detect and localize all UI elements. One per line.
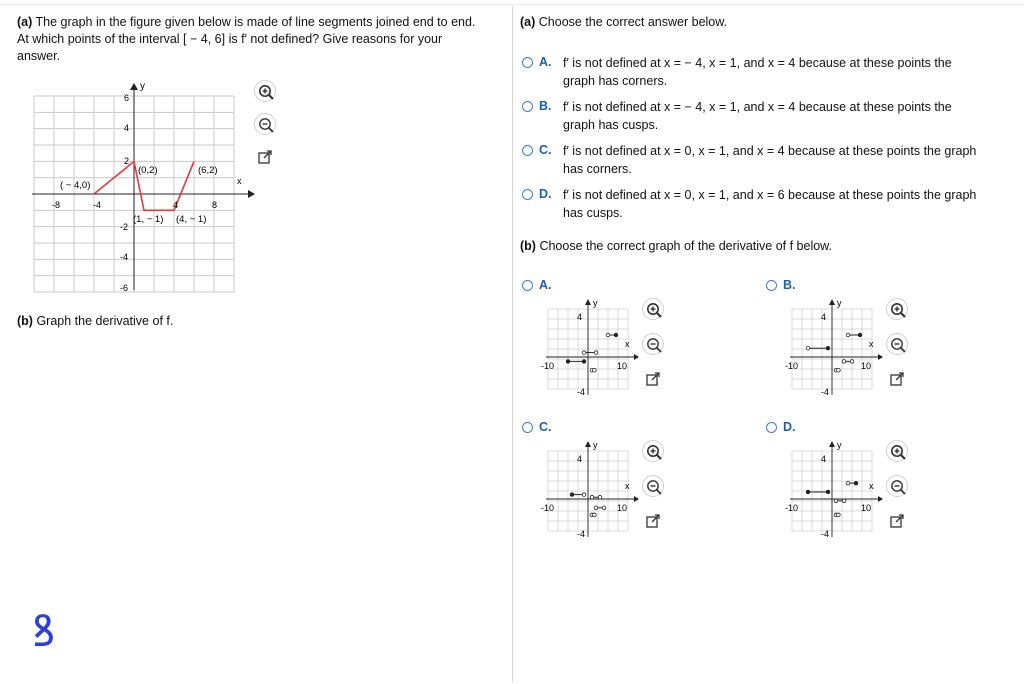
- x-tick-10: 10: [861, 361, 872, 371]
- graph-option-b[interactable]: [764, 277, 994, 407]
- segment-endpoint: [593, 513, 597, 517]
- part-a-line2: At which points of the interval [ − 4, 6] is f′ not defined? Give reasons for your: [17, 32, 443, 46]
- part-a-line3: answer.: [17, 49, 61, 63]
- x-tick-10: 10: [617, 503, 628, 513]
- zoom-out-icon[interactable]: [254, 113, 276, 135]
- right-part-b-label: (b): [520, 239, 536, 253]
- x-tick-10: 10: [617, 361, 628, 371]
- x-axis-arrow: [878, 496, 883, 502]
- segment-endpoint: [606, 333, 610, 337]
- radio-option-b[interactable]: [522, 101, 533, 112]
- y-tick-m4: -4: [821, 529, 830, 539]
- segment-endpoint: [594, 506, 598, 510]
- x-axis-label: x: [869, 481, 874, 491]
- radio-option-a[interactable]: [522, 57, 533, 68]
- radio-graph-option[interactable]: [522, 280, 533, 291]
- segment-endpoint: [806, 346, 810, 350]
- zoom-in-icon[interactable]: [642, 440, 664, 462]
- y-tick-4: 4: [124, 123, 130, 133]
- y-tick-m6: -6: [120, 283, 129, 293]
- segment-endpoint: [806, 490, 810, 494]
- top-border: [0, 4, 1024, 5]
- y-tick-2: 2: [124, 156, 130, 166]
- segment-endpoint: [602, 506, 606, 510]
- zoom-out-icon[interactable]: [642, 333, 664, 355]
- zoom-in-icon[interactable]: [254, 80, 276, 102]
- y-tick-4: 4: [821, 312, 827, 322]
- segment-endpoint: [582, 360, 586, 364]
- segment-endpoint: [582, 351, 586, 355]
- derivative-graph: [538, 295, 648, 415]
- right-part-a-label: (a): [520, 15, 536, 29]
- segment-endpoint: [858, 333, 862, 337]
- option-c-line2: has corners.: [563, 161, 632, 176]
- function-graph: [30, 80, 260, 295]
- point-label-3: (1, − 1): [133, 214, 164, 225]
- segment-endpoint: [842, 499, 846, 503]
- x-axis-arrow: [634, 496, 639, 502]
- y-axis-arrow: [130, 83, 138, 90]
- graph-option-d[interactable]: [764, 419, 994, 549]
- segment-endpoint: [842, 360, 846, 364]
- x-axis-label: x: [625, 481, 630, 491]
- popout-icon[interactable]: [886, 368, 908, 390]
- panel-divider: [512, 6, 513, 682]
- derivative-graph: [538, 437, 648, 557]
- graph-option-a[interactable]: [520, 277, 750, 407]
- y-tick-m4: -4: [577, 529, 586, 539]
- y-tick-4: 4: [577, 312, 583, 322]
- part-b-label: (b): [17, 314, 33, 328]
- option-b-text: [563, 99, 1003, 134]
- popout-icon[interactable]: [254, 146, 276, 168]
- y-tick-4: 4: [577, 454, 583, 464]
- x-tick-m10: -10: [541, 361, 555, 371]
- option-c-line1: f′ is not defined at x = 0, x = 1, and x = 4 because at these points the graph: [563, 144, 977, 158]
- y-tick-m4: -4: [821, 387, 830, 397]
- y-axis-label: y: [837, 440, 842, 450]
- segment-endpoint: [582, 493, 586, 497]
- point-label-1: ( − 4,0): [60, 180, 91, 191]
- y-tick-m4: -4: [577, 387, 586, 397]
- y-tick-m4: -4: [120, 252, 129, 262]
- x-tick-m4: -4: [93, 200, 102, 210]
- zoom-out-icon[interactable]: [642, 475, 664, 497]
- y-tick-m2: -2: [120, 222, 129, 232]
- popout-icon[interactable]: [886, 510, 908, 532]
- x-tick-m10: -10: [785, 361, 799, 371]
- x-tick-4: 4: [173, 200, 179, 210]
- option-d-text: [563, 187, 1003, 222]
- x-axis-arrow: [634, 354, 639, 360]
- y-axis-label: y: [593, 440, 598, 450]
- x-tick-10: 10: [861, 503, 872, 513]
- radio-graph-option[interactable]: [766, 280, 777, 291]
- radio-option-c[interactable]: [522, 145, 533, 156]
- graph-option-letter: B.: [783, 278, 796, 292]
- y-axis-label: y: [593, 298, 598, 308]
- x-axis-label: x: [237, 176, 242, 186]
- popout-icon[interactable]: [642, 510, 664, 532]
- right-part-a-text: Choose the correct answer below.: [538, 15, 728, 29]
- x-tick-m10: -10: [785, 503, 799, 513]
- option-a-line1: f′ is not defined at x = − 4, x = 1, and x = 4 because at these points the: [563, 56, 952, 70]
- option-a-text: [563, 55, 1003, 90]
- zoom-out-icon[interactable]: [886, 333, 908, 355]
- right-part-b-text: Choose the correct graph of the derivative of f below.: [539, 239, 832, 253]
- zoom-in-icon[interactable]: [886, 298, 908, 320]
- y-axis-arrow: [585, 441, 591, 447]
- option-d-line2: has cusps.: [563, 205, 623, 220]
- segment-endpoint: [846, 333, 850, 337]
- graph-option-letter: C.: [539, 420, 552, 434]
- y-axis-label: y: [837, 298, 842, 308]
- part-b-question: [17, 313, 173, 330]
- x-axis-arrow: [248, 190, 255, 198]
- segment-endpoint: [834, 499, 838, 503]
- option-c-letter: C.: [539, 143, 552, 157]
- x-tick-8: 8: [212, 200, 218, 210]
- x-axis-label: x: [869, 339, 874, 349]
- segment-endpoint: [593, 368, 597, 372]
- segment-endpoint: [837, 513, 841, 517]
- segment-endpoint: [570, 493, 574, 497]
- radio-graph-option[interactable]: [522, 422, 533, 433]
- part-a-label: (a): [17, 15, 33, 29]
- right-part-a-prompt: [520, 14, 727, 31]
- y-tick-6: 6: [124, 93, 130, 103]
- segment-endpoint: [854, 481, 858, 485]
- option-a-line2: graph has corners.: [563, 73, 668, 88]
- option-c-text: [563, 143, 1003, 178]
- y-axis-arrow: [829, 299, 835, 305]
- option-b-letter: B.: [539, 99, 552, 113]
- segment-endpoint: [826, 346, 830, 350]
- segment-endpoint: [846, 481, 850, 485]
- zoom-in-icon[interactable]: [642, 298, 664, 320]
- derivative-graph: [782, 295, 892, 415]
- x-tick-m10: -10: [541, 503, 555, 513]
- zoom-in-icon[interactable]: [886, 440, 908, 462]
- segment-endpoint: [566, 360, 570, 364]
- option-d-line1: f′ is not defined at x = 0, x = 1, and x = 6 because at these points the graph: [563, 188, 977, 202]
- point-label-2: (0,2): [138, 165, 158, 176]
- x-axis-label: x: [625, 339, 630, 349]
- point-label-4: (4, − 1): [176, 214, 207, 225]
- point-label-5: (6,2): [198, 165, 218, 176]
- segment-endpoint: [614, 333, 618, 337]
- option-b-line1: f′ is not defined at x = − 4, x = 1, and x = 4 because at these points the: [563, 100, 952, 114]
- segment-endpoint: [590, 495, 594, 499]
- segment-endpoint: [594, 351, 598, 355]
- graph-option-letter: D.: [783, 420, 796, 434]
- x-tick-m8: -8: [52, 200, 61, 210]
- zoom-out-icon[interactable]: [886, 475, 908, 497]
- graph-option-letter: A.: [539, 278, 552, 292]
- graph-option-c[interactable]: [520, 419, 750, 549]
- segment-endpoint: [850, 360, 854, 364]
- part-a-line1: The graph in the figure given below is made of line segments joined end to end.: [35, 15, 476, 29]
- handwritten-scribble: ꝸ: [32, 606, 56, 657]
- x-axis-arrow: [878, 354, 883, 360]
- y-axis-arrow: [585, 299, 591, 305]
- segment-endpoint: [826, 490, 830, 494]
- y-tick-4: 4: [821, 454, 827, 464]
- segment-endpoint: [837, 368, 841, 372]
- option-d-letter: D.: [539, 187, 552, 201]
- popout-icon[interactable]: [642, 368, 664, 390]
- radio-graph-option[interactable]: [766, 422, 777, 433]
- option-a-letter: A.: [539, 55, 552, 69]
- option-b-line2: graph has cusps.: [563, 117, 659, 132]
- y-axis-arrow: [829, 441, 835, 447]
- left-question: [17, 14, 507, 65]
- segment-endpoint: [598, 495, 602, 499]
- right-part-b-prompt: [520, 238, 832, 255]
- y-axis-label: y: [140, 81, 145, 92]
- radio-option-d[interactable]: [522, 189, 533, 200]
- derivative-graph: [782, 437, 892, 557]
- part-b-text: Graph the derivative of f.: [36, 314, 174, 328]
